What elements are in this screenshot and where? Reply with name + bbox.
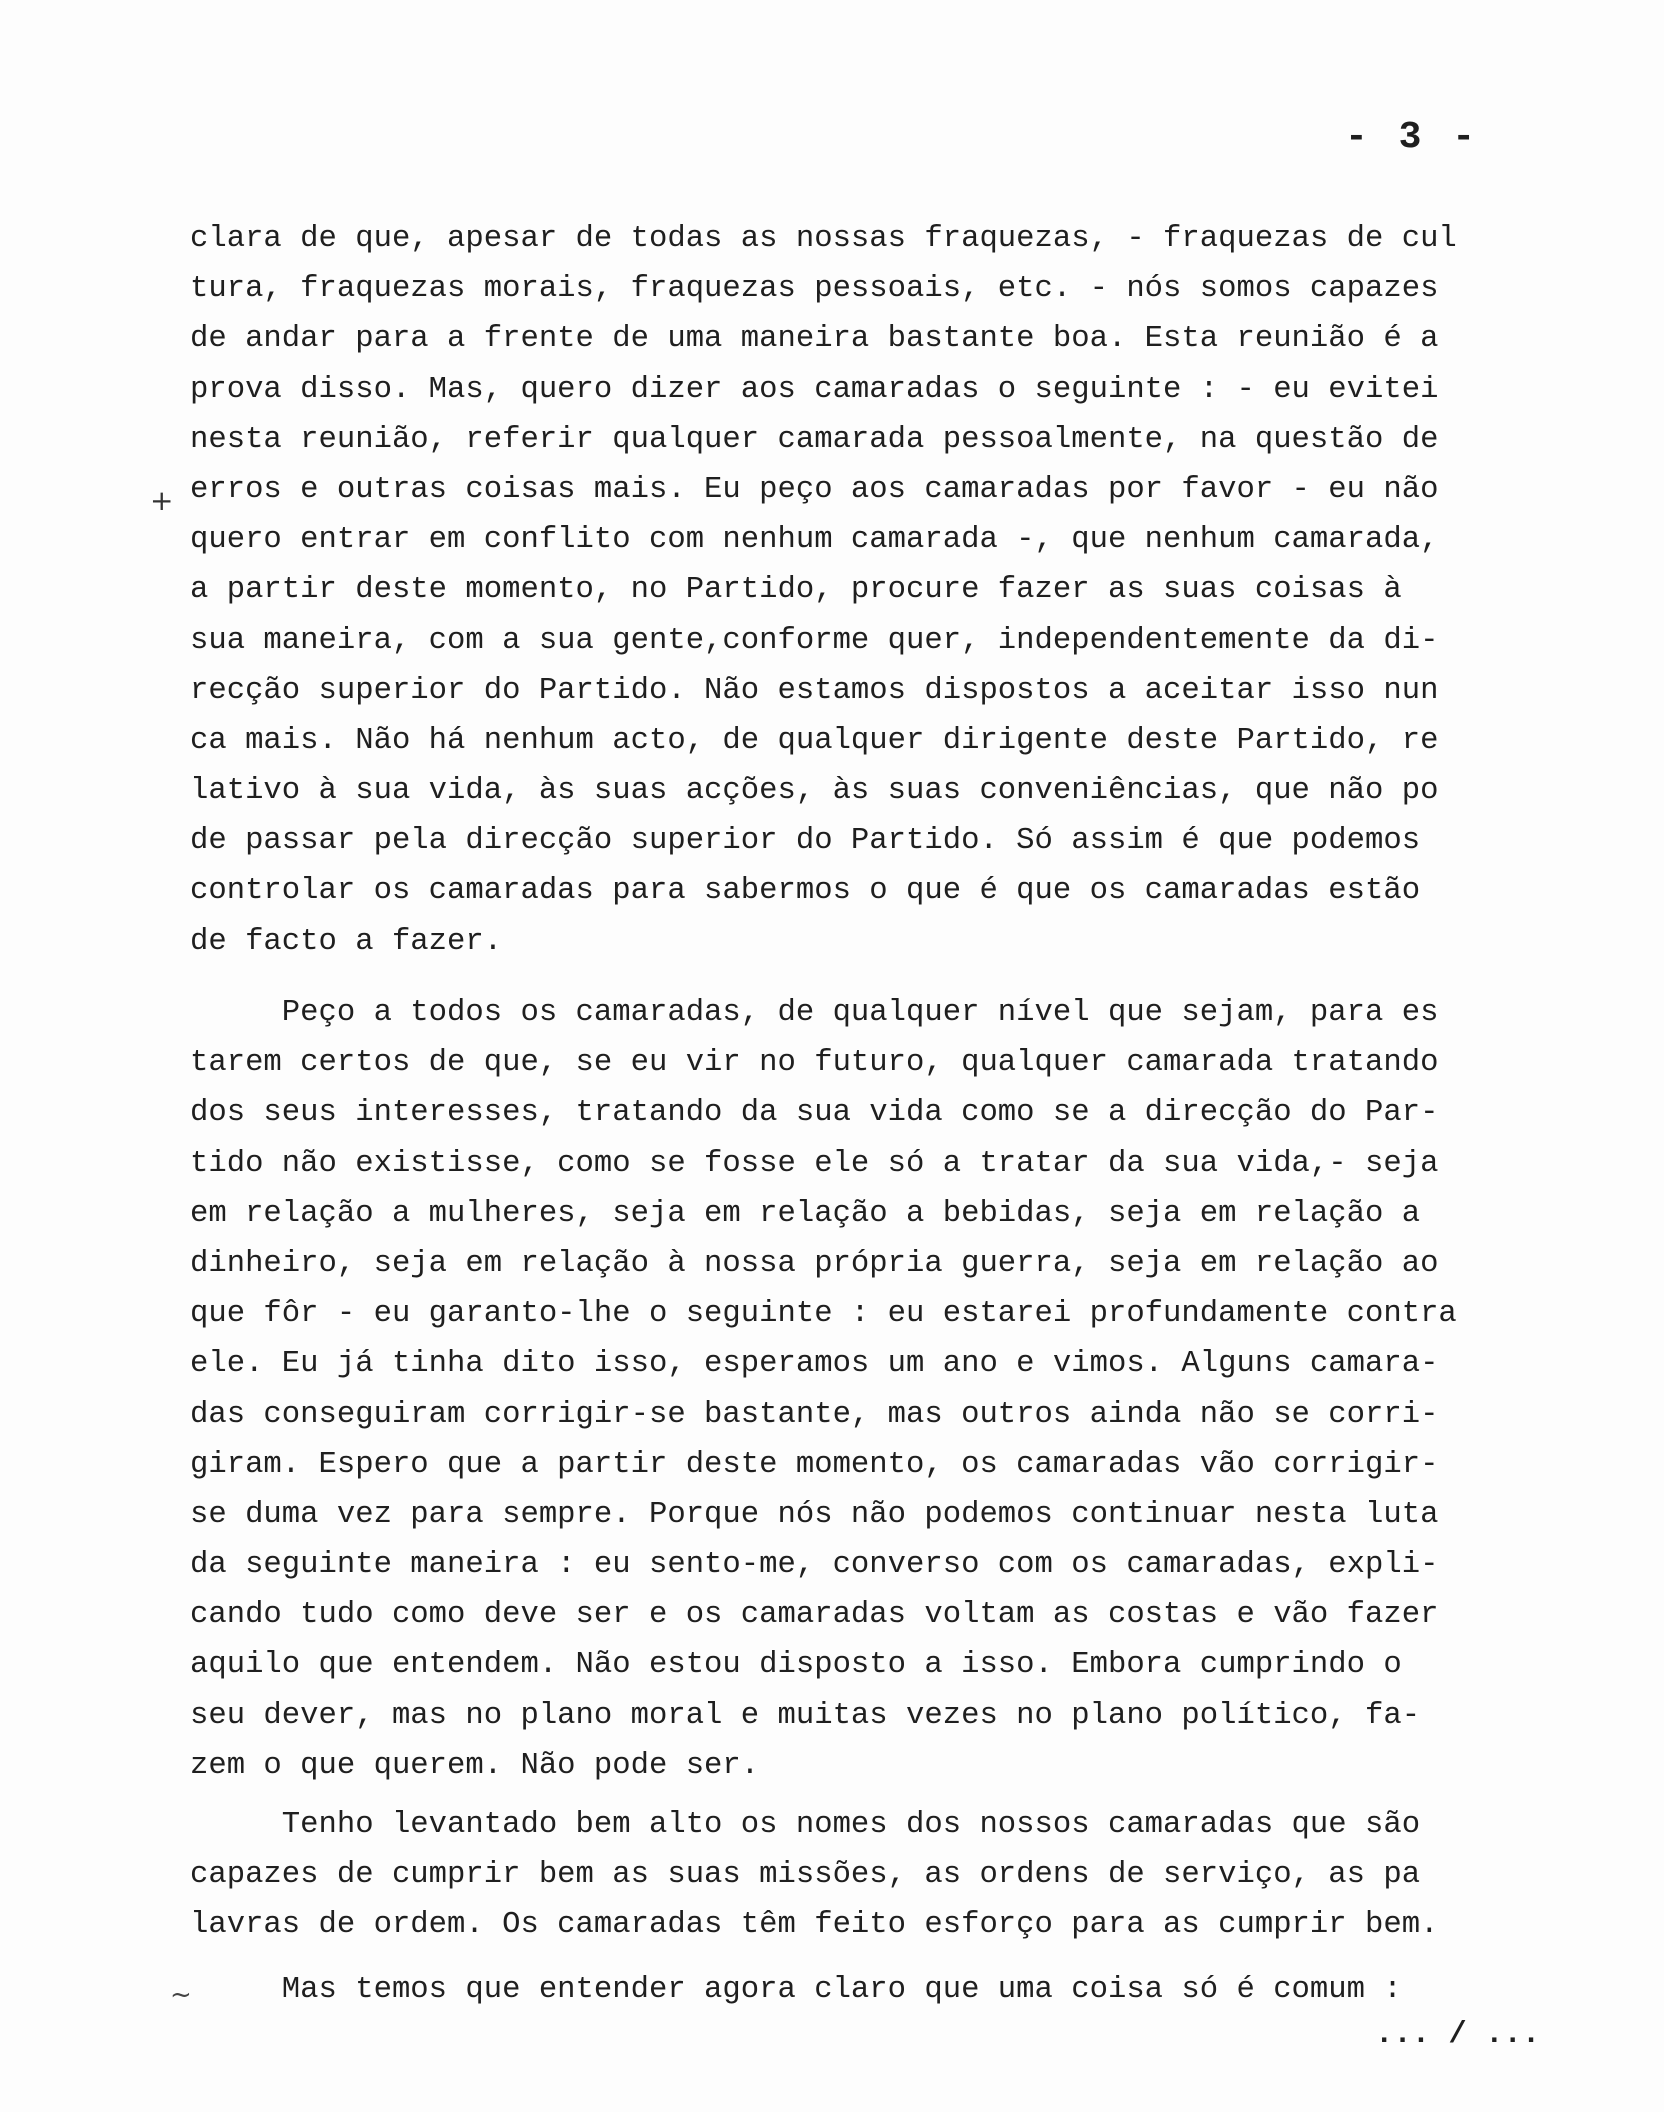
text-line: dos seus interesses, tratando da sua vida como se a direcção do Par- — [190, 1096, 1439, 1131]
page-number: - 3 - — [1345, 116, 1480, 159]
text-line: de passar pela direcção superior do Partido. Só assim é que podemos — [190, 824, 1421, 859]
margin-cross-mark: + — [150, 484, 174, 517]
text-line: zem o que querem. Não pode ser. — [190, 1748, 760, 1783]
text-line: lativo à sua vida, às suas acções, às suas conveniências, que não po — [190, 774, 1439, 809]
text-line: ele. Eu já tinha dito isso, esperamos um ano e vimos. Alguns camara- — [190, 1347, 1439, 1382]
text-line: Peço a todos os camaradas, de qualquer nível que sejam, para es — [190, 996, 1439, 1030]
paragraph-2 — [190, 988, 1580, 1791]
text-line: Tenho levantado bem alto os nomes dos nossos camaradas que são — [190, 1808, 1421, 1842]
text-line: que fôr - eu garanto-lhe o seguinte : eu estarei profundamente contra — [190, 1297, 1457, 1332]
text-line: a partir deste momento, no Partido, procure fazer as suas coisas à — [190, 573, 1402, 608]
text-line: tura, fraquezas morais, fraquezas pessoais, etc. - nós somos capazes — [190, 272, 1439, 307]
text-line: se duma vez para sempre. Porque nós não podemos continuar nesta luta — [190, 1497, 1439, 1532]
text-line: capazes de cumprir bem as suas missões, as ordens de serviço, as pa — [190, 1858, 1421, 1893]
text-line: ca mais. Não há nenhum acto, de qualquer dirigente deste Partido, re — [190, 723, 1439, 758]
text-line: clara de que, apesar de todas as nossas fraquezas, - fraquezas de cul — [190, 222, 1457, 256]
margin-dash-mark: ~ — [170, 1980, 192, 2010]
text-line: seu dever, mas no plano moral e muitas vezes no plano político, fa- — [190, 1698, 1421, 1733]
text-line: controlar os camaradas para sabermos o que é que os camaradas estão — [190, 874, 1421, 909]
text-line: em relação a mulheres, seja em relação a bebidas, seja em relação a — [190, 1196, 1421, 1231]
text-line: da seguinte maneira : eu sento-me, converso com os camaradas, expli- — [190, 1548, 1439, 1583]
text-line: giram. Espero que a partir deste momento, os camaradas vão corrigir- — [190, 1447, 1439, 1482]
text-line: cando tudo como deve ser e os camaradas voltam as costas e vão fazer — [190, 1598, 1439, 1633]
text-line: aquilo que entendem. Não estou disposto a isso. Embora cumprindo o — [190, 1648, 1402, 1683]
text-line: nesta reunião, referir qualquer camarada pessoalmente, na questão de — [190, 422, 1439, 457]
paragraph-3 — [190, 1800, 1580, 1951]
text-line: tarem certos de que, se eu vir no futuro, qualquer camarada tratando — [190, 1046, 1439, 1081]
text-line: dinheiro, seja em relação à nossa própria guerra, seja em relação ao — [190, 1246, 1439, 1281]
text-line: Mas temos que entender agora claro que uma coisa só é comum : — [190, 1973, 1402, 2007]
text-line: erros e outras coisas mais. Eu peço aos camaradas por favor - eu não — [190, 472, 1439, 507]
text-line: recção superior do Partido. Não estamos dispostos a aceitar isso nun — [190, 673, 1439, 708]
text-line: de facto a fazer. — [190, 924, 503, 959]
text-line: das conseguiram corrigir-se bastante, mas outros ainda não se corri- — [190, 1397, 1439, 1432]
continuation-mark: ... / ... — [1375, 2018, 1541, 2052]
text-line: lavras de ordem. Os camaradas têm feito esforço para as cumprir bem. — [190, 1908, 1439, 1943]
text-line: de andar para a frente de uma maneira bastante boa. Esta reunião é a — [190, 322, 1439, 357]
paragraph-1 — [190, 214, 1580, 967]
text-line: quero entrar em conflito com nenhum camarada -, que nenhum camarada, — [190, 523, 1439, 558]
paragraph-4 — [190, 1965, 1580, 2015]
text-line: sua maneira, com a sua gente,conforme quer, independentemente da di- — [190, 623, 1439, 658]
text-line: tido não existisse, como se fosse ele só a tratar da sua vida,- seja — [190, 1146, 1439, 1181]
text-line: prova disso. Mas, quero dizer aos camaradas o seguinte : - eu evitei — [190, 372, 1439, 407]
